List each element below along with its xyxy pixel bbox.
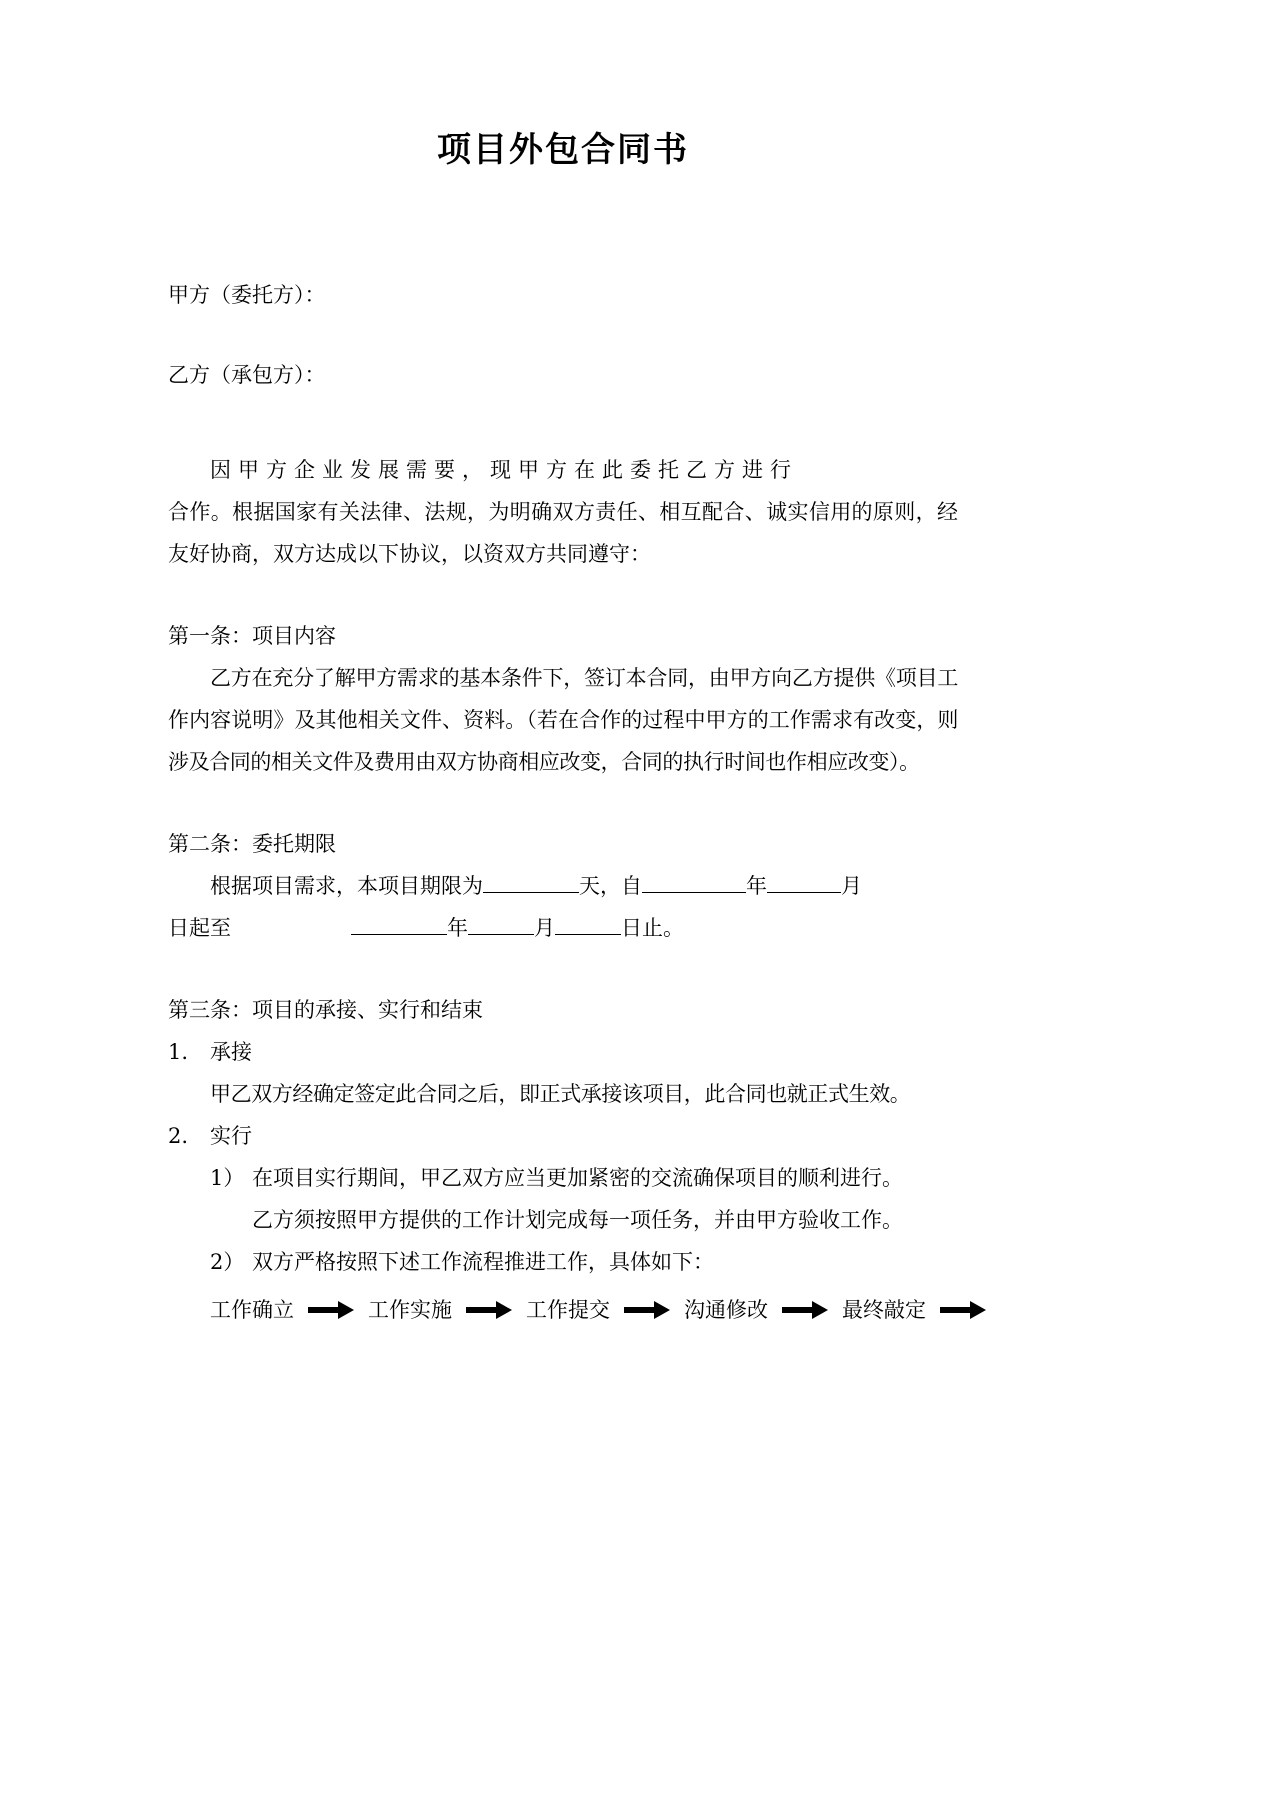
clause3-item-2 [168, 1115, 958, 1157]
preamble-first-line: 因甲方企业发展需要，现甲方在此委托乙方进行 [210, 458, 798, 483]
term-text-h: 日止。 [621, 916, 684, 941]
workflow-node-2: 工作实施 [368, 1298, 452, 1323]
workflow-node-4: 沟通修改 [684, 1298, 768, 1323]
clause3-item-2-sub-2 [168, 1241, 958, 1283]
right-arrow-icon [782, 1300, 828, 1320]
sublist-text-2: 双方严格按照下述工作流程推进工作，具体如下： [252, 1250, 714, 1275]
article-1-body: 乙方在充分了解甲方需求的基本条件下，签订本合同，由甲方向乙方提供《项目工作内容说明》及其他相关文件、资料。（若在合作的过程中甲方的工作需求有改变，则涉及合同的相关文件及费用由双方协商相应改变，合同的执行时间也作相应改变）。 [168, 666, 958, 775]
article-2-body-line-2 [168, 907, 958, 949]
preamble-rest: 合作。根据国家有关法律、法规，为明确双方责任、相互配合、诚实信用的原则，经友好协商，双方达成以下协议，以资双方共同遵守： [168, 500, 958, 567]
term-text-a: 根据项目需求，本项目期限为 [210, 874, 483, 899]
article-2-body-line-1 [168, 865, 958, 907]
party-a-line: 甲方（委托方）： [168, 283, 326, 308]
term-text-b: 天，自 [579, 874, 642, 899]
sublist-marker-1: 1） [210, 1166, 245, 1191]
term-text-g: 月 [534, 916, 555, 941]
term-blank-day-end [555, 934, 621, 935]
clause3-item-2-sub-1 [168, 1157, 958, 1199]
clause3-item-1-body: 甲乙双方经确定签定此合同之后，即正式承接该项目，此合同也就正式生效。 [210, 1082, 911, 1107]
list-label-2: 实行 [210, 1124, 252, 1149]
right-arrow-icon [940, 1300, 986, 1320]
workflow-node-3: 工作提交 [526, 1298, 610, 1323]
right-arrow-icon [308, 1300, 354, 1320]
clause3-item-2-sub-1-extra: 乙方须按照甲方提供的工作计划完成每一项任务，并由甲方验收工作。 [252, 1208, 903, 1233]
workflow-node-5: 最终敲定 [842, 1298, 926, 1323]
sublist-text-1: 在项目实行期间，甲乙双方应当更加紧密的交流确保项目的顺利进行。 [252, 1166, 903, 1191]
list-marker-1: 1. [168, 1040, 189, 1065]
term-blank-days [483, 892, 579, 893]
workflow-node-1: 工作确立 [210, 1298, 294, 1323]
document-content [168, 0, 958, 1331]
term-text-d: 月 [841, 874, 862, 899]
term-text-c: 年 [746, 874, 767, 899]
term-blank-year-end [351, 934, 447, 935]
term-text-e: 日起至 [168, 916, 231, 941]
workflow-diagram [168, 1289, 958, 1331]
preamble-paragraph [168, 449, 958, 575]
article-1-heading: 第一条：项目内容 [168, 624, 336, 649]
right-arrow-icon [624, 1300, 670, 1320]
term-blank-year-start [642, 892, 746, 893]
term-blank-month-end [468, 934, 534, 935]
list-marker-2: 2. [168, 1124, 189, 1149]
party-b-line: 乙方（承包方）： [168, 362, 326, 387]
sublist-marker-2: 2） [210, 1250, 245, 1275]
term-text-f: 年 [447, 916, 468, 941]
article-3-heading: 第三条：项目的承接、实行和结束 [168, 998, 483, 1023]
page-title: 项目外包合同书 [437, 130, 689, 170]
article-2-heading: 第二条：委托期限 [168, 832, 336, 857]
term-blank-month-start [767, 892, 841, 893]
clause3-item-1 [168, 1031, 958, 1073]
list-label-1: 承接 [210, 1040, 252, 1065]
right-arrow-icon [466, 1300, 512, 1320]
